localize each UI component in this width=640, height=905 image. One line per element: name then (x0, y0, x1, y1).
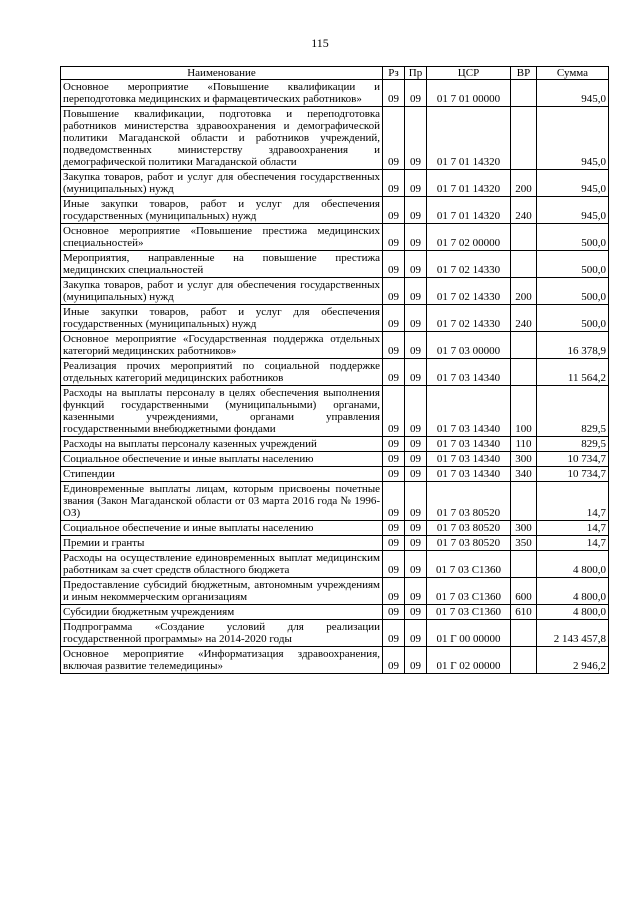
row-vr-cell (511, 107, 537, 170)
row-sum-cell: 2 143 457,8 (537, 620, 609, 647)
row-rz-cell: 09 (383, 359, 405, 386)
row-name-cell: Социальное обеспечение и иные выплаты населению (61, 521, 383, 536)
row-csr-cell: 01 7 03 14340 (427, 386, 511, 437)
header-name: Наименование (61, 67, 383, 80)
table-row (61, 437, 609, 452)
row-name-cell: Расходы на осуществление единовременных выплат медицинским работникам за счет средств областного бюджета (61, 551, 383, 578)
row-rz-cell: 09 (383, 551, 405, 578)
row-sum-cell: 10 734,7 (537, 452, 609, 467)
row-rz-cell: 09 (383, 332, 405, 359)
row-name-cell: Иные закупки товаров, работ и услуг для обеспечения государственных (муниципальных) нужд (61, 197, 383, 224)
row-name-cell: Социальное обеспечение и иные выплаты населению (61, 452, 383, 467)
row-name-cell: Основное мероприятие «Информатизация здравоохранения, включая развитие телемедицины» (61, 647, 383, 674)
row-vr-cell: 300 (511, 521, 537, 536)
row-name-cell: Повышение квалификации, подготовка и переподготовка работников министерства здравоохранения и демографической политики Магаданской области и работников учреждений, подведомственных министерству здравоохранения и демографической политики Магаданской области (61, 107, 383, 170)
row-vr-cell (511, 620, 537, 647)
row-csr-cell: 01 7 03 00000 (427, 332, 511, 359)
row-sum-cell: 829,5 (537, 386, 609, 437)
row-pr-cell: 09 (405, 551, 427, 578)
header-sum: Сумма (537, 67, 609, 80)
table-header-row (61, 67, 609, 80)
row-pr-cell: 09 (405, 536, 427, 551)
row-pr-cell: 09 (405, 605, 427, 620)
row-pr-cell: 09 (405, 578, 427, 605)
row-vr-cell: 240 (511, 305, 537, 332)
row-rz-cell: 09 (383, 482, 405, 521)
row-csr-cell: 01 7 03 14340 (427, 452, 511, 467)
row-vr-cell (511, 80, 537, 107)
row-sum-cell: 500,0 (537, 278, 609, 305)
row-vr-cell: 300 (511, 452, 537, 467)
table-row (61, 647, 609, 674)
row-name-cell: Предоставление субсидий бюджетным, автономным учреждениям и иным некоммерческим организациям (61, 578, 383, 605)
row-csr-cell: 01 7 03 14340 (427, 437, 511, 452)
header-rz: Рз (383, 67, 405, 80)
row-rz-cell: 09 (383, 647, 405, 674)
row-pr-cell: 09 (405, 170, 427, 197)
row-sum-cell: 945,0 (537, 107, 609, 170)
row-csr-cell: 01 Г 02 00000 (427, 647, 511, 674)
row-name-cell: Закупка товаров, работ и услуг для обеспечения государственных (муниципальных) нужд (61, 170, 383, 197)
row-sum-cell: 500,0 (537, 251, 609, 278)
row-pr-cell: 09 (405, 278, 427, 305)
row-rz-cell: 09 (383, 197, 405, 224)
row-rz-cell: 09 (383, 107, 405, 170)
row-pr-cell: 09 (405, 305, 427, 332)
row-sum-cell: 4 800,0 (537, 605, 609, 620)
row-csr-cell: 01 7 02 14330 (427, 251, 511, 278)
row-csr-cell: 01 7 03 14340 (427, 467, 511, 482)
row-rz-cell: 09 (383, 386, 405, 437)
row-vr-cell: 610 (511, 605, 537, 620)
row-rz-cell: 09 (383, 536, 405, 551)
row-pr-cell: 09 (405, 482, 427, 521)
table-body (61, 80, 609, 674)
row-name-cell: Подпрограмма «Создание условий для реализации государственной программы» на 2014-2020 годы (61, 620, 383, 647)
row-rz-cell: 09 (383, 467, 405, 482)
row-name-cell: Премии и гранты (61, 536, 383, 551)
row-csr-cell: 01 7 03 С1360 (427, 551, 511, 578)
row-sum-cell: 945,0 (537, 197, 609, 224)
row-vr-cell: 110 (511, 437, 537, 452)
row-vr-cell: 350 (511, 536, 537, 551)
table-row (61, 521, 609, 536)
row-sum-cell: 14,7 (537, 482, 609, 521)
row-name-cell: Реализация прочих мероприятий по социальной поддержке отдельных категорий медицинских работников (61, 359, 383, 386)
row-sum-cell: 945,0 (537, 170, 609, 197)
row-vr-cell (511, 647, 537, 674)
row-sum-cell: 945,0 (537, 80, 609, 107)
row-name-cell: Расходы на выплаты персоналу в целях обеспечения выполнения функций государственными (муниципальными) органами, казенными учреждениями, органами управления государственными внебюджетными фондами (61, 386, 383, 437)
row-name-cell: Основное мероприятие «Повышение квалификации и переподготовка медицинских и фармацевтических работников» (61, 80, 383, 107)
header-pr: Пр (405, 67, 427, 80)
row-rz-cell: 09 (383, 80, 405, 107)
table-row (61, 197, 609, 224)
row-vr-cell: 240 (511, 197, 537, 224)
row-sum-cell: 14,7 (537, 521, 609, 536)
row-csr-cell: 01 7 01 14320 (427, 170, 511, 197)
table-row (61, 224, 609, 251)
row-pr-cell: 09 (405, 647, 427, 674)
row-pr-cell: 09 (405, 332, 427, 359)
table-row (61, 467, 609, 482)
table-row (61, 452, 609, 467)
row-vr-cell (511, 551, 537, 578)
row-vr-cell (511, 332, 537, 359)
table-row (61, 305, 609, 332)
row-csr-cell: 01 7 01 14320 (427, 197, 511, 224)
table-row (61, 107, 609, 170)
table-row (61, 605, 609, 620)
row-rz-cell: 09 (383, 278, 405, 305)
row-pr-cell: 09 (405, 80, 427, 107)
table-row (61, 170, 609, 197)
row-csr-cell: 01 7 02 14330 (427, 305, 511, 332)
row-rz-cell: 09 (383, 305, 405, 332)
row-csr-cell: 01 7 03 14340 (427, 359, 511, 386)
table-row (61, 482, 609, 521)
row-vr-cell (511, 251, 537, 278)
row-sum-cell: 16 378,9 (537, 332, 609, 359)
row-pr-cell: 09 (405, 467, 427, 482)
row-vr-cell: 200 (511, 170, 537, 197)
row-vr-cell (511, 224, 537, 251)
row-rz-cell: 09 (383, 437, 405, 452)
row-rz-cell: 09 (383, 170, 405, 197)
header-csr: ЦСР (427, 67, 511, 80)
row-vr-cell: 200 (511, 278, 537, 305)
table-row (61, 578, 609, 605)
table-row (61, 80, 609, 107)
table-row (61, 251, 609, 278)
row-pr-cell: 09 (405, 197, 427, 224)
table-row (61, 551, 609, 578)
row-sum-cell: 829,5 (537, 437, 609, 452)
row-sum-cell: 500,0 (537, 305, 609, 332)
row-rz-cell: 09 (383, 251, 405, 278)
row-rz-cell: 09 (383, 605, 405, 620)
row-name-cell: Стипендии (61, 467, 383, 482)
row-rz-cell: 09 (383, 521, 405, 536)
row-name-cell: Основное мероприятие «Государственная поддержка отдельных категорий медицинских работников» (61, 332, 383, 359)
row-rz-cell: 09 (383, 452, 405, 467)
header-vr: ВР (511, 67, 537, 80)
row-vr-cell: 100 (511, 386, 537, 437)
row-csr-cell: 01 7 01 00000 (427, 80, 511, 107)
row-rz-cell: 09 (383, 224, 405, 251)
row-pr-cell: 09 (405, 620, 427, 647)
row-csr-cell: 01 Г 00 00000 (427, 620, 511, 647)
row-csr-cell: 01 7 03 80520 (427, 482, 511, 521)
row-rz-cell: 09 (383, 578, 405, 605)
table-row (61, 332, 609, 359)
row-csr-cell: 01 7 02 14330 (427, 278, 511, 305)
row-pr-cell: 09 (405, 521, 427, 536)
page-number: 115 (311, 36, 329, 50)
row-sum-cell: 2 946,2 (537, 647, 609, 674)
row-pr-cell: 09 (405, 386, 427, 437)
table-row (61, 536, 609, 551)
row-pr-cell: 09 (405, 452, 427, 467)
row-pr-cell: 09 (405, 437, 427, 452)
row-csr-cell: 01 7 01 14320 (427, 107, 511, 170)
table-row (61, 386, 609, 437)
row-pr-cell: 09 (405, 224, 427, 251)
row-rz-cell: 09 (383, 620, 405, 647)
table-row (61, 359, 609, 386)
row-vr-cell (511, 359, 537, 386)
row-name-cell: Закупка товаров, работ и услуг для обеспечения государственных (муниципальных) нужд (61, 278, 383, 305)
row-sum-cell: 4 800,0 (537, 551, 609, 578)
table-row (61, 620, 609, 647)
row-csr-cell: 01 7 03 С1360 (427, 578, 511, 605)
table-row (61, 278, 609, 305)
row-sum-cell: 14,7 (537, 536, 609, 551)
row-vr-cell (511, 482, 537, 521)
row-csr-cell: 01 7 02 00000 (427, 224, 511, 251)
budget-table (60, 66, 609, 674)
row-sum-cell: 11 564,2 (537, 359, 609, 386)
row-pr-cell: 09 (405, 107, 427, 170)
row-name-cell: Основное мероприятие «Повышение престижа медицинских специальностей» (61, 224, 383, 251)
row-vr-cell: 340 (511, 467, 537, 482)
row-pr-cell: 09 (405, 251, 427, 278)
row-name-cell: Мероприятия, направленные на повышение престижа медицинских специальностей (61, 251, 383, 278)
row-name-cell: Субсидии бюджетным учреждениям (61, 605, 383, 620)
row-sum-cell: 500,0 (537, 224, 609, 251)
row-csr-cell: 01 7 03 80520 (427, 536, 511, 551)
row-vr-cell: 600 (511, 578, 537, 605)
row-csr-cell: 01 7 03 С1360 (427, 605, 511, 620)
row-sum-cell: 4 800,0 (537, 578, 609, 605)
row-name-cell: Расходы на выплаты персоналу казенных учреждений (61, 437, 383, 452)
row-csr-cell: 01 7 03 80520 (427, 521, 511, 536)
row-sum-cell: 10 734,7 (537, 467, 609, 482)
row-name-cell: Единовременные выплаты лицам, которым присвоены почетные звания (Закон Магаданской области от 03 марта 2016 года № 1996-ОЗ) (61, 482, 383, 521)
row-pr-cell: 09 (405, 359, 427, 386)
row-name-cell: Иные закупки товаров, работ и услуг для обеспечения государственных (муниципальных) нужд (61, 305, 383, 332)
